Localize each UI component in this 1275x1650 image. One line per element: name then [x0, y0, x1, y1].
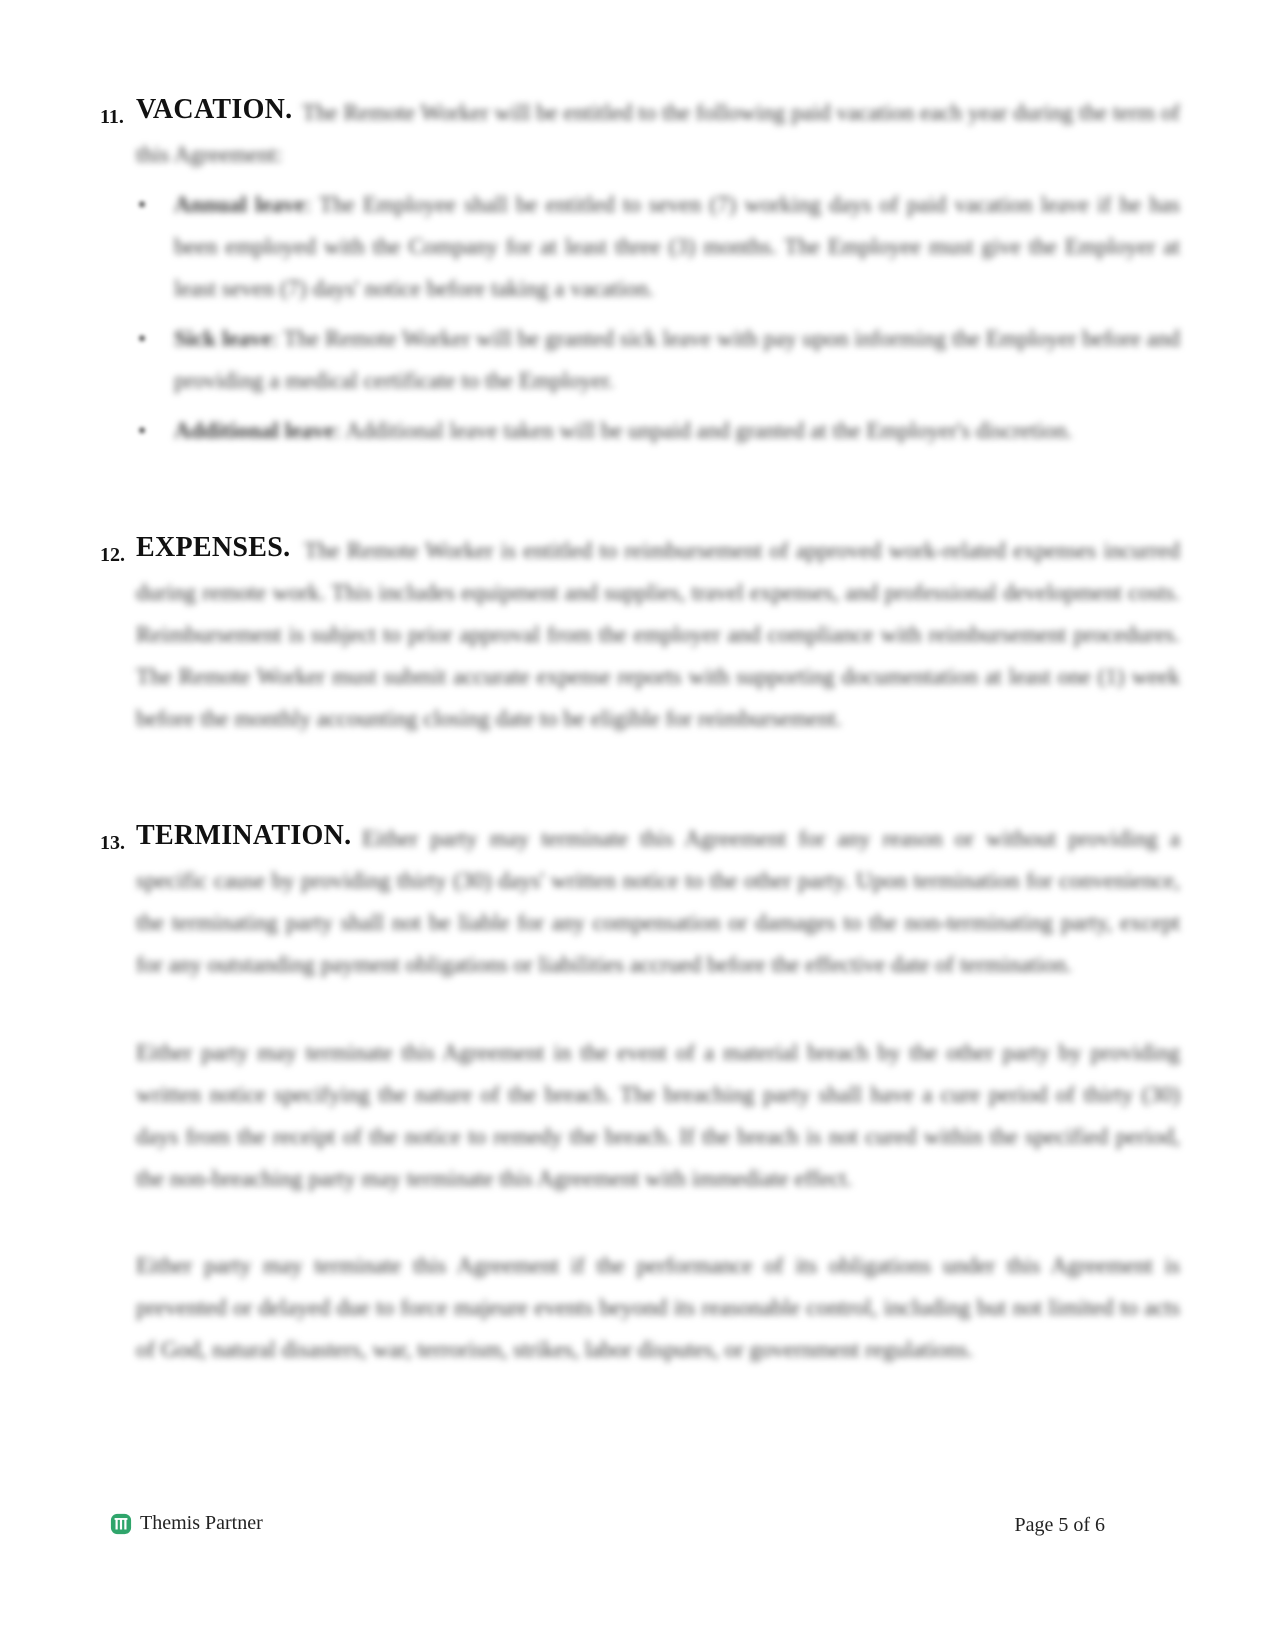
bullet-icon: •	[138, 192, 147, 217]
list-item	[136, 410, 1180, 452]
item-term: Annual leave	[174, 192, 305, 217]
termination-paragraph: Either party may terminate this Agreement in the event of a material breach by the other party by providing written notice specifying the nature of the breach. The breaching party shall have a cure period of thirty (30) days from the receipt of the notice to remedy the breach. If the breach is not cured within the specified period, the non-breaching party may terminate this Agreement with immediate effect.	[136, 1040, 1180, 1191]
item-text: : Additional leave taken will be unpaid and granted at the Employer's discretion.	[334, 418, 1073, 443]
section-number: 12.	[100, 544, 125, 566]
section-title: TERMINATION.	[136, 820, 352, 851]
page-number: Page 5 of 6	[1014, 1514, 1105, 1536]
section-lead: The Remote Worker is entitled to reimbursement of approved work-related expenses incurred during remote work. This includes equipment and supplies, travel expenses, and professional development costs. Reimbursement is subject to prior approval from the employer and compliance with reimbursement procedures. The Remote Worker must submit accurate expense reports with supporting documentation at least one (1) week before the monthly accounting closing date to be eligible for reimbursement.	[136, 538, 1180, 731]
bullet-icon: •	[138, 418, 147, 443]
brand-name: Themis Partner	[140, 1512, 263, 1534]
list-item	[136, 184, 1180, 310]
item-text: : The Employee shall be entitled to seven (7) working days of paid vacation leave if he has been employed with the Company for at least three (3) months. The Employee must give the Employer at least seven (7) days' notice before taking a vacation.	[174, 192, 1180, 301]
section-lead: Either party may terminate this Agreement for any reason or without providing a specific cause by providing thirty (30) days' written notice to the other party. Upon termination for convenience, the terminating party shall not be liable for any compensation or damages to the non-terminating party, except for any outstanding payment obligations or liabilities accrued before the effective date of termination.	[136, 826, 1180, 977]
section-title: EXPENSES.	[136, 532, 291, 563]
section-lead: The Remote Worker will be entitled to the following paid vacation each year during the term of this Agreement:	[136, 100, 1180, 167]
list-item	[136, 318, 1180, 402]
section-number: 11.	[100, 106, 124, 128]
section-expenses	[100, 530, 1180, 780]
section-number: 13.	[100, 832, 125, 854]
section-termination	[100, 818, 1180, 1418]
section-vacation	[100, 92, 1180, 492]
item-text: : The Remote Worker will be granted sick leave with pay upon informing the Employer before and providing a medical certificate to the Employer.	[174, 326, 1180, 393]
leave-list	[136, 184, 1180, 460]
bullet-icon: •	[138, 326, 147, 351]
section-title: VACATION.	[136, 94, 293, 125]
item-term: Additional leave	[174, 418, 335, 443]
themis-logo-icon	[110, 1513, 132, 1535]
page-footer	[110, 1512, 1105, 1542]
brand	[110, 1512, 263, 1535]
item-term: Sick leave	[174, 326, 272, 351]
termination-paragraph: Either party may terminate this Agreement if the performance of its obligations under this Agreement is prevented or delayed due to force majeure events beyond its reasonable control, including but not limited to acts of God, natural disasters, war, terrorism, strikes, labor disputes, or government regulations.	[136, 1253, 1180, 1362]
